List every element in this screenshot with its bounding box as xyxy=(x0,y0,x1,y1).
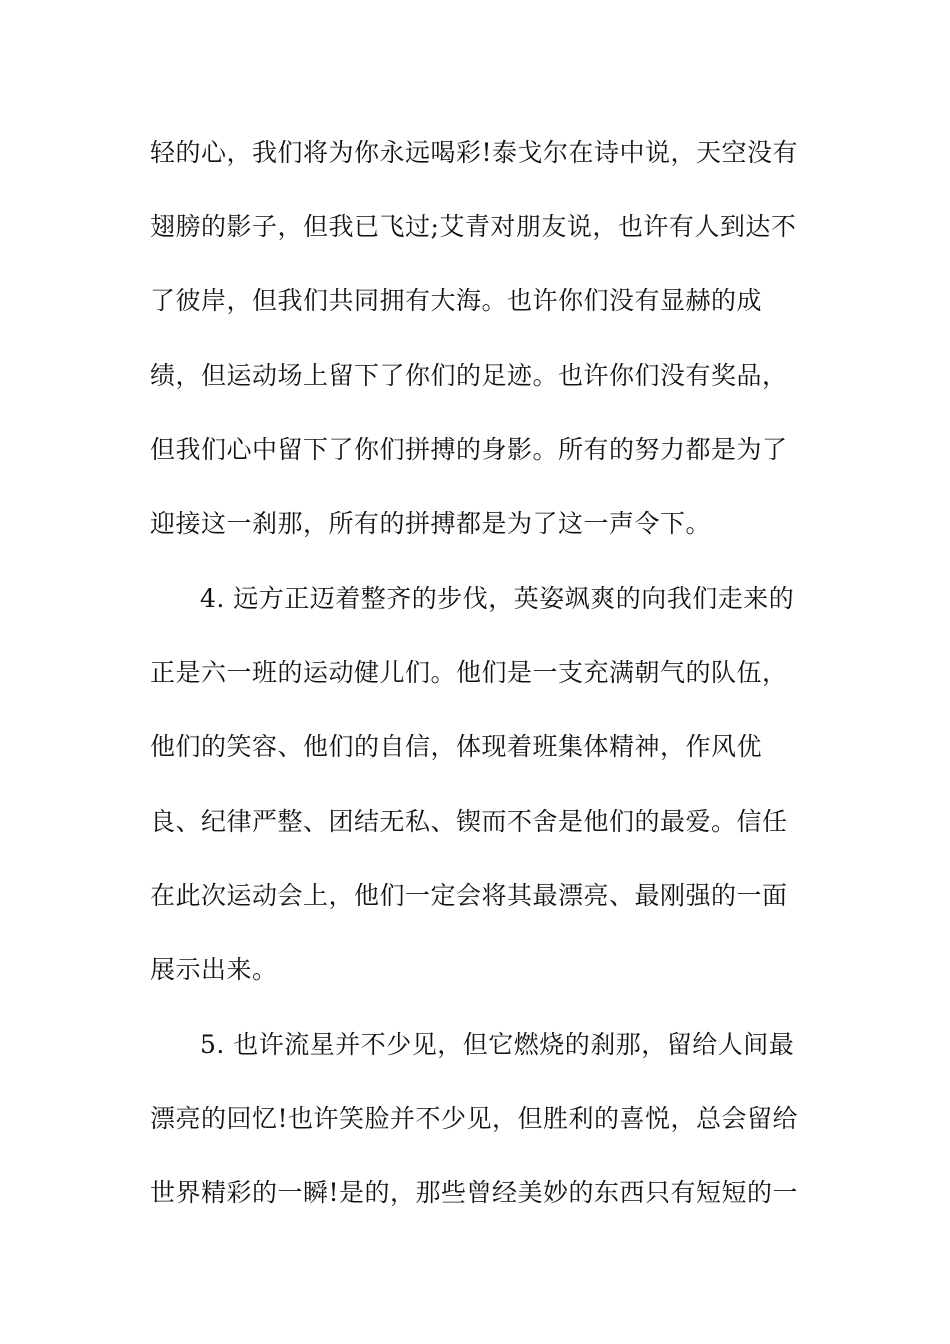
text-line: 绩，但运动场上留下了你们的足迹。也许你们没有奖品， xyxy=(150,361,788,390)
text-line: 展示出来。 xyxy=(150,955,278,984)
text-line: 世界精彩的一瞬!是的，那些曾经美妙的东西只有短短的一 xyxy=(150,1178,799,1207)
text-line: 良、纪律严整、团结无私、锲而不舍是他们的最爱。信任 xyxy=(150,807,788,836)
paragraph-5-first-line: 5. 也许流星并不少见，但它燃烧的刹那，留给人间最 xyxy=(200,1030,795,1059)
text-line: 了彼岸，但我们共同拥有大海。也许你们没有显赫的成 xyxy=(150,286,763,315)
text-line: 轻的心，我们将为你永远喝彩!泰戈尔在诗中说，天空没有 xyxy=(150,138,799,167)
text-line: 漂亮的回忆!也许笑脸并不少见，但胜利的喜悦，总会留给 xyxy=(150,1104,799,1133)
text-line: 迎接这一刹那，所有的拼搏都是为了这一声令下。 xyxy=(150,509,712,538)
text-line: 但我们心中留下了你们拼搏的身影。所有的努力都是为了 xyxy=(150,435,788,464)
text-line: 他们的笑容、他们的自信，体现着班集体精神，作风优 xyxy=(150,732,763,761)
text-line: 正是六一班的运动健儿们。他们是一支充满朝气的队伍， xyxy=(150,658,788,687)
text-line: 翅膀的影子，但我已飞过;艾青对朋友说，也许有人到达不 xyxy=(150,212,797,241)
text-line: 在此次运动会上，他们一定会将其最漂亮、最刚强的一面 xyxy=(150,881,788,910)
paragraph-4-first-line: 4. 远方正迈着整齐的步伐，英姿飒爽的向我们走来的 xyxy=(200,584,795,613)
